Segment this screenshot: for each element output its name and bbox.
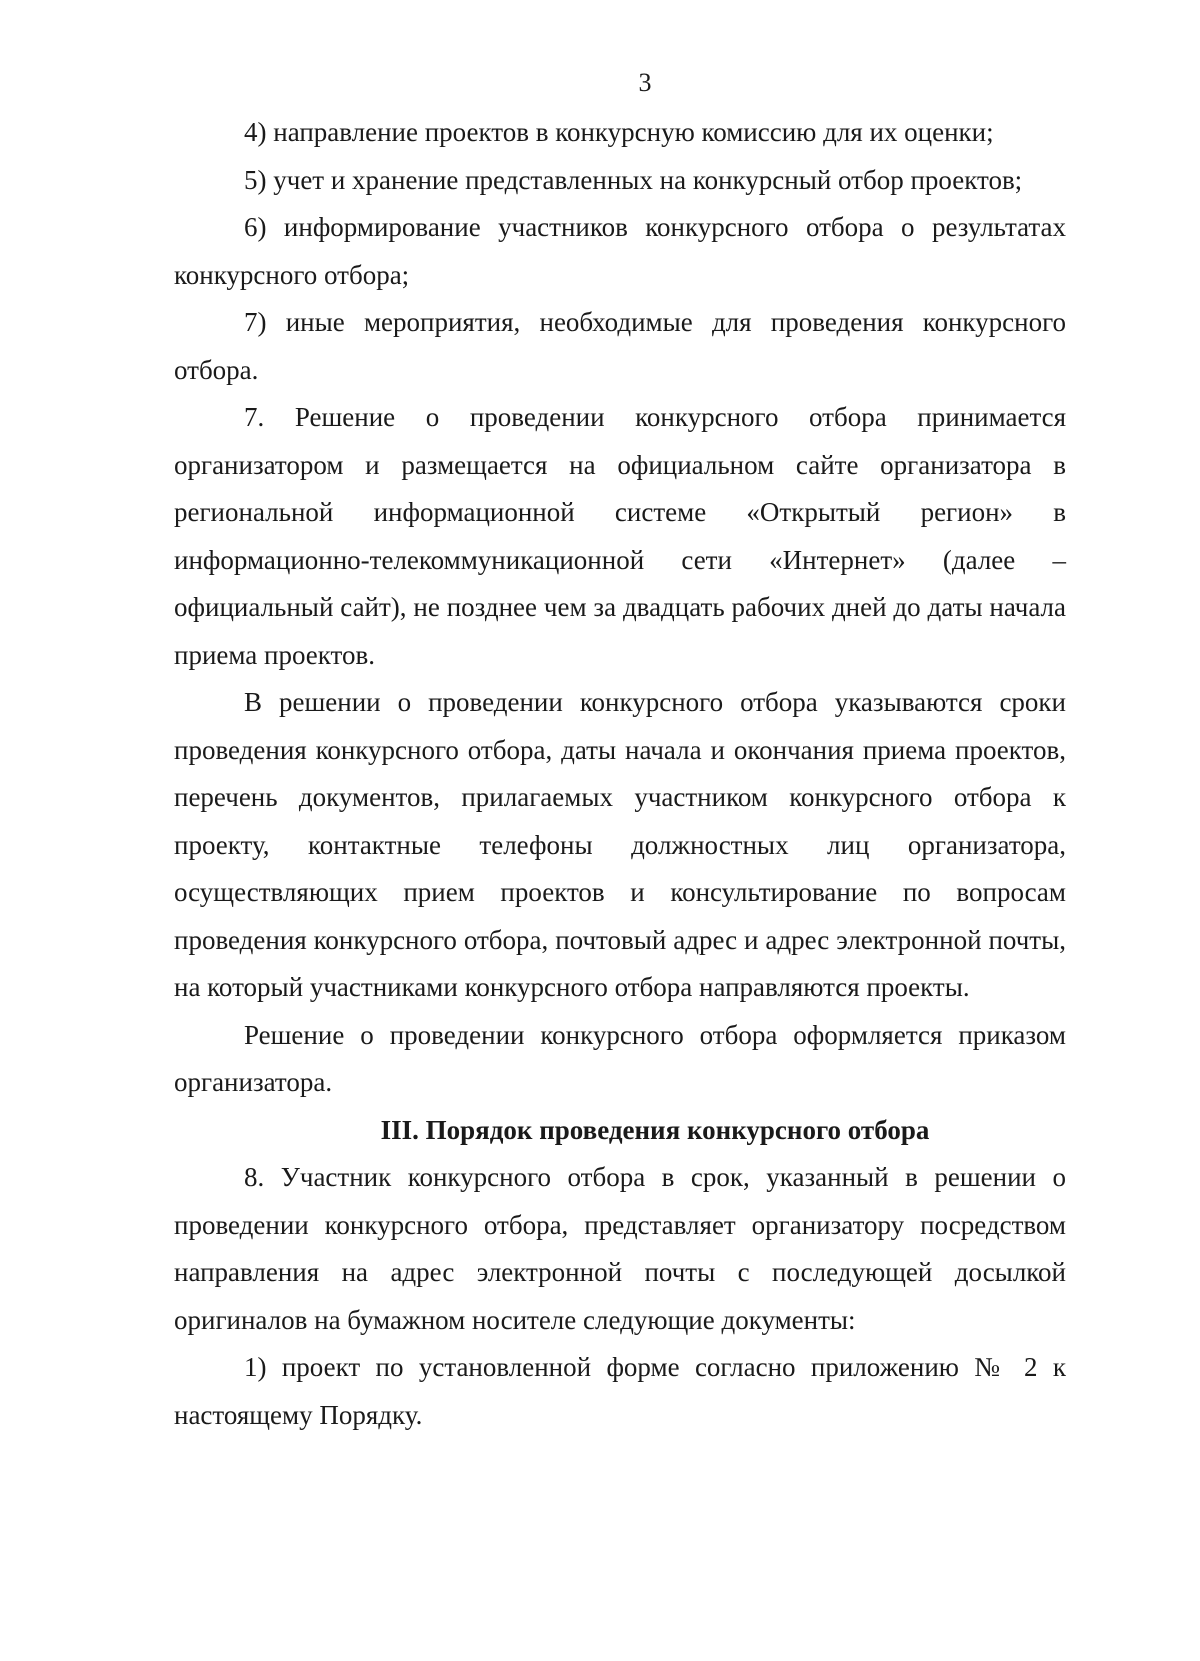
clause-7-order: Решение о проведении конкурсного отбора оформляется приказом организатора.	[174, 1019, 1066, 1097]
list-item-7: 7) иные мероприятия, необходимые для проведения конкурсного отбора.	[174, 307, 1066, 385]
list-item-5: 5) учет и хранение представленных на конкурсный отбор проектов;	[244, 164, 1023, 195]
section-heading: III. Порядок проведения конкурсного отбора	[380, 1114, 930, 1145]
clause-8: 8. Участник конкурсного отбора в срок, указанный в решении о проведении конкурсного отбора, представляет организатору посредством направления на адрес электронной почты с последующей досылкой оригиналов на бумажном носителе следующие документы:	[174, 1162, 1066, 1335]
page-number: 3	[638, 68, 652, 97]
clause-7-details: В решении о проведении конкурсного отбора указываются сроки проведения конкурсного отбора, даты начала и окончания приема проектов, перечень документов, прилагаемых участником конкурсного отбора к проекту, контактные телефоны должностных лиц организатора, осуществляющих прием проектов и консультирование по вопросам проведения конкурсного отбора, почтовый адрес и адрес электронной почты, на который участниками конкурсного отбора направляются проекты.	[174, 687, 1066, 1002]
clause-8-item-1: 1) проект по установленной форме согласно приложению № 2 к настоящему Порядку.	[174, 1352, 1066, 1430]
document-body	[174, 109, 1066, 1439]
list-item-4: 4) направление проектов в конкурсную комиссию для их оценки;	[244, 117, 994, 147]
clause-7: 7. Решение о проведении конкурсного отбора принимается организатором и размещается на официальном сайте организатора в региональной информационной системе «Открытый регион» в информационно-телекоммуникационной сети «Интернет» (далее – официальный сайт), не позднее чем за двадцать рабочих дней до даты начала приема проектов.	[174, 402, 1066, 670]
list-item-6: 6) информирование участников конкурсного отбора о результатах конкурсного отбора;	[174, 212, 1066, 290]
